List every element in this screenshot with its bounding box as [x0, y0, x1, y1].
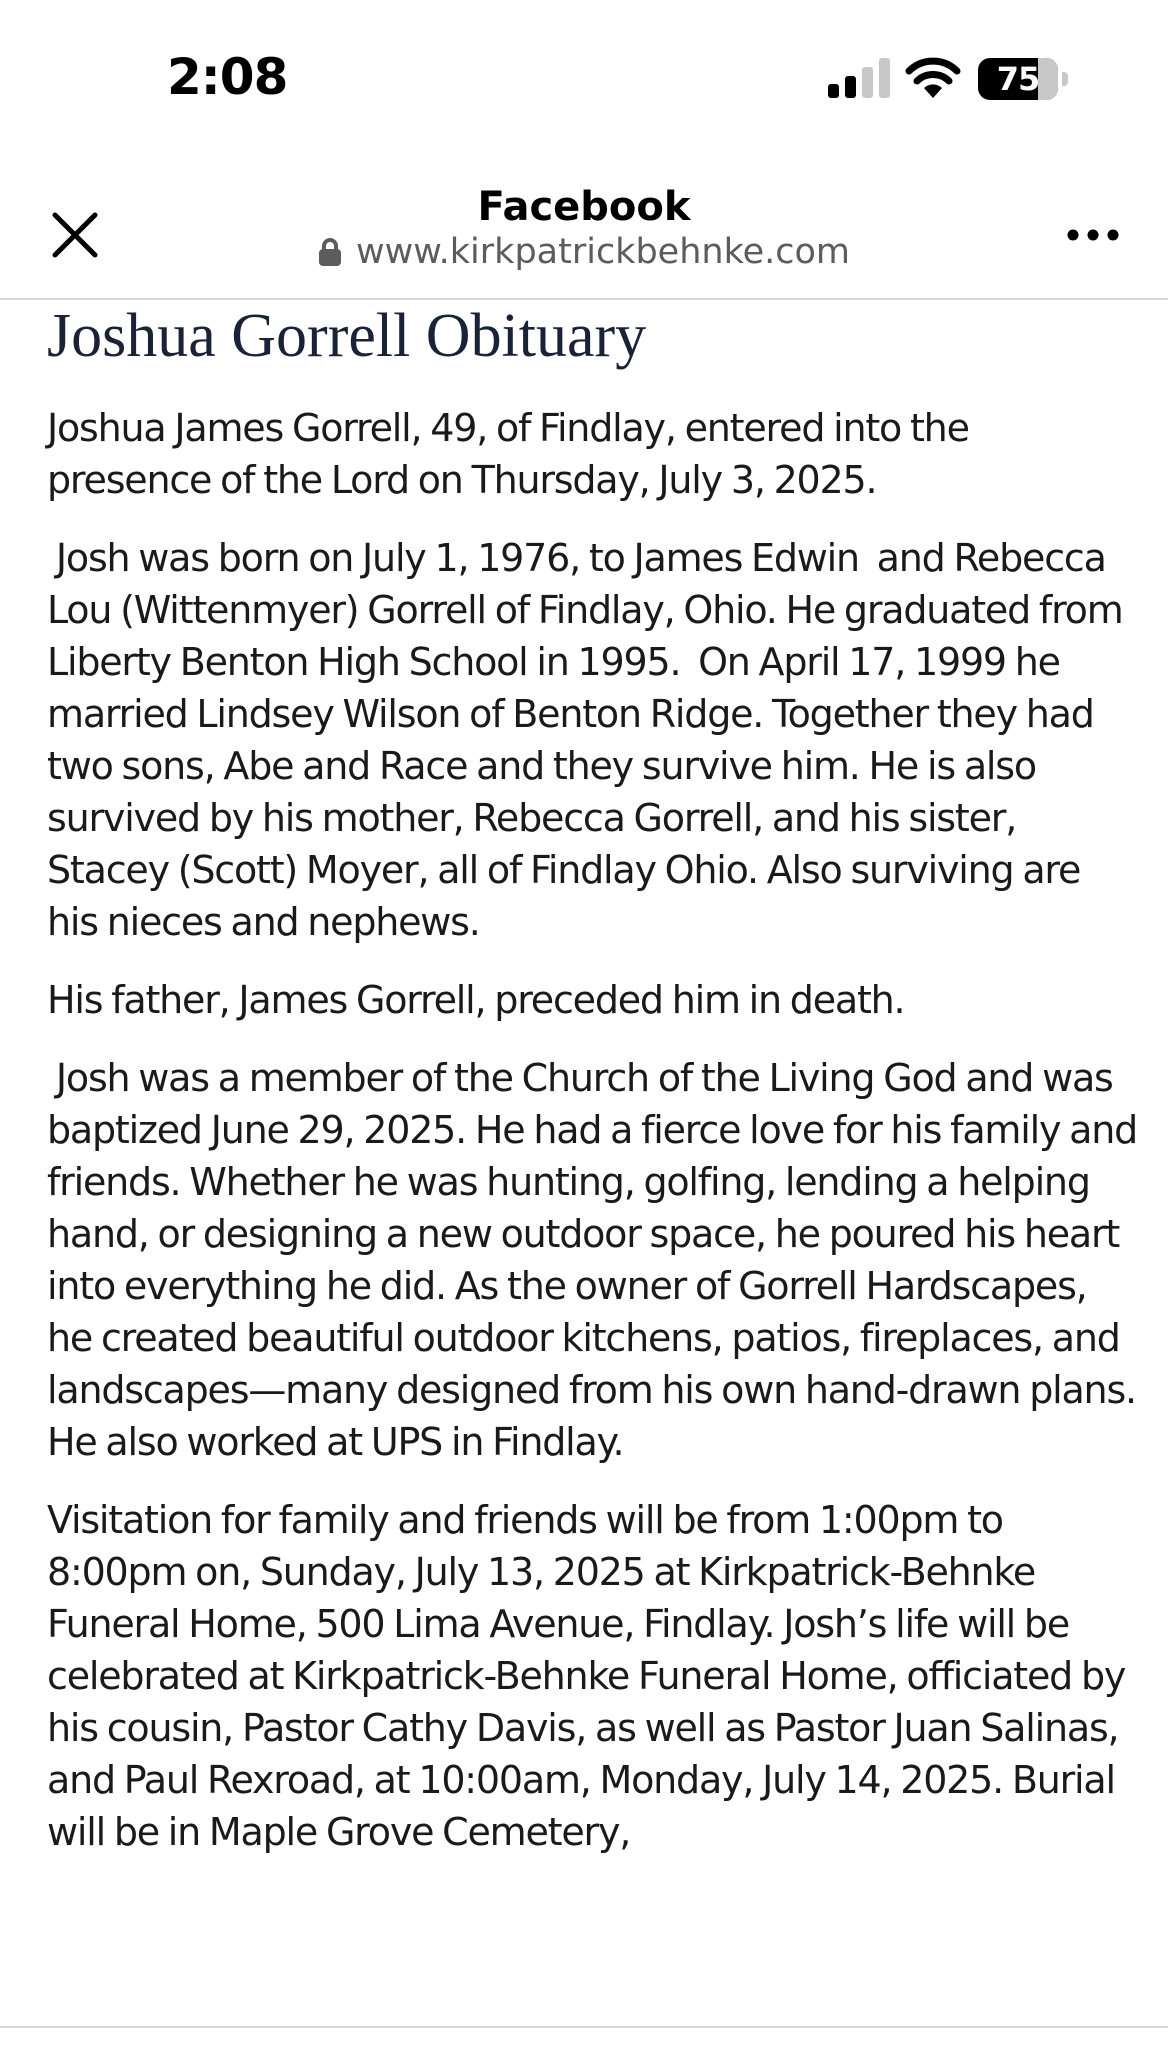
article-paragraph-announcement: Joshua James Gorrell, 49, of Findlay, entered into the presence of the Lord on Thursday, July 3, 2025.: [47, 406, 978, 502]
ellipsis-icon: [1067, 229, 1119, 241]
article-paragraph-services: Visitation for family and friends will be from 1:00pm to 8:00pm on, Sunday, July 13, 2025 at Kirkpatrick-Behnke Funeral Home, 500 Lima Avenue, Findlay. Josh’s life will be celebrated at Kirkpatrick-Behnke Funeral Home, officiated by his cousin, Pastor Cathy Davis, as well as Pastor Juan Salinas, and Paul Rexroad, at 10:00am, Monday, July 14, 2025. Burial will be in Maple Grove Cemetery,: [47, 1498, 1135, 1854]
more-options-button[interactable]: [1058, 210, 1128, 260]
lock-icon: [318, 237, 342, 267]
url-display[interactable]: [0, 232, 1168, 272]
browser-header: [0, 150, 1168, 300]
page-title: Joshua Gorrell Obituary: [47, 302, 647, 370]
article-paragraph-biography: Josh was born on July 1, 1976, to James Edwin and Rebecca Lou (Wittenmyer) Gorrell of Findlay, Ohio. He graduated from Liberty Benton High School in 1995. On April 17, 1999 he married Lindsey Wilson of Benton Ridge. Together they had two sons, Abe and Race and they survive him. He is also survived by his mother, Rebecca Gorrell, and his sister, Stacey (Scott) Moyer, all of Findlay Ohio. Also surviving are his nieces and nephews.: [47, 536, 1132, 944]
wifi-icon: [905, 56, 961, 98]
status-time: 2:08: [167, 48, 288, 106]
battery-level: 75: [996, 60, 1040, 98]
article-paragraph-life: Josh was a member of the Church of the Living God and was baptized June 29, 2025. He had a fierce love for his family and friends. Whether he was hunting, golfing, lending a helping hand, or designing a new outdoor space, he poured his heart into everything he did. As the owner of Gorrell Hardscapes, he created beautiful outdoor kitchens, patios, fireplaces, and landscapes—many designed from his own hand-drawn plans. He also worked at UPS in Findlay.: [47, 1056, 1146, 1464]
article-paragraph-preceded: His father, James Gorrell, preceded him in death.: [47, 978, 905, 1022]
page-source-title: Facebook: [477, 184, 691, 230]
status-bar: [0, 0, 1168, 150]
battery-icon: [978, 58, 1070, 100]
bottom-divider: [0, 2026, 1168, 2028]
obituary-article: [47, 296, 1146, 1884]
url-text: www.kirkpatrickbehnke.com: [356, 232, 850, 272]
cellular-signal-icon: [828, 58, 890, 98]
